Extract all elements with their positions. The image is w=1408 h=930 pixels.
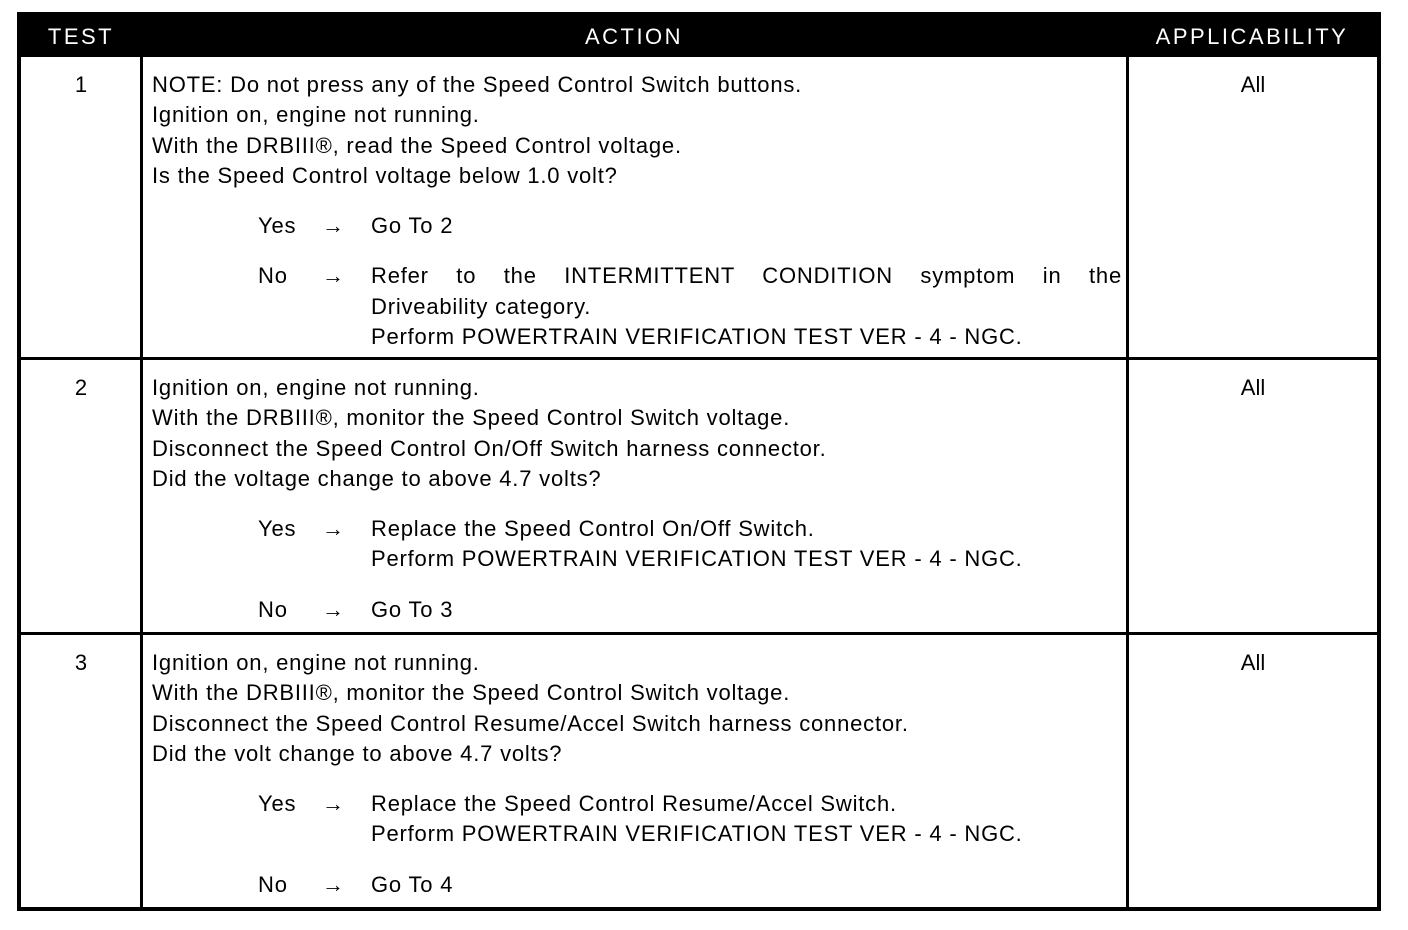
- applicability-value: All: [1240, 375, 1266, 400]
- action-line: With the DRBIII®, monitor the Speed Control Switch voltage.: [152, 405, 791, 431]
- yes-label: Yes: [258, 213, 297, 239]
- action-line: With the DRBIII®, monitor the Speed Control Switch voltage.: [152, 680, 791, 706]
- action-cell: [152, 373, 1122, 625]
- table-row: [21, 635, 1377, 907]
- yes-response: [152, 514, 1122, 544]
- header-applicability: APPLICABILITY: [1155, 24, 1349, 49]
- test-number: 2: [74, 375, 88, 400]
- action-line: Disconnect the Speed Control On/Off Switch harness connector.: [152, 435, 827, 461]
- action-cell: [152, 648, 1122, 900]
- response-text: Go To 2: [371, 213, 454, 239]
- no-label: No: [258, 596, 288, 622]
- arrow-icon: →: [322, 871, 345, 897]
- yes-label: Yes: [258, 516, 297, 542]
- response-continuation: [152, 819, 1122, 849]
- action-cell: [152, 70, 1122, 352]
- diagnostic-test-table: [17, 12, 1381, 911]
- arrow-icon: →: [322, 791, 345, 817]
- action-line: Did the voltage change to above 4.7 volts?: [152, 465, 602, 491]
- action-line: Ignition on, engine not running.: [152, 102, 480, 128]
- table-row: [21, 360, 1377, 632]
- header-action: ACTION: [584, 24, 684, 49]
- arrow-icon: →: [322, 516, 345, 542]
- header-test: TEST: [47, 24, 115, 49]
- action-line: Is the Speed Control voltage below 1.0 volt?: [152, 162, 618, 188]
- response-continuation: [152, 292, 1122, 322]
- response-text: Driveability category.: [371, 293, 592, 319]
- action-line: NOTE: Do not press any of the Speed Control Switch buttons.: [152, 72, 803, 97]
- yes-response: [152, 789, 1122, 819]
- response-text: Replace the Speed Control Resume/Accel Switch.: [371, 791, 897, 817]
- response-text: Go To 3: [371, 596, 454, 622]
- response-text: Perform POWERTRAIN VERIFICATION TEST VER - 4 - NGC.: [371, 324, 1023, 350]
- response-continuation: [152, 544, 1122, 574]
- arrow-icon: →: [322, 596, 345, 622]
- no-label: No: [258, 263, 288, 289]
- no-response: [152, 595, 1122, 625]
- no-label: No: [258, 871, 288, 897]
- response-text: Go To 4: [371, 871, 454, 897]
- action-line: Did the volt change to above 4.7 volts?: [152, 740, 563, 766]
- action-line: Ignition on, engine not running.: [152, 375, 480, 400]
- action-line: With the DRBIII®, read the Speed Control voltage.: [152, 132, 682, 158]
- arrow-icon: →: [322, 213, 345, 239]
- response-text: Refer to the INTERMITTENT CONDITION symptom in the: [371, 263, 1122, 289]
- action-line: Disconnect the Speed Control Resume/Accel Switch harness connector.: [152, 710, 909, 736]
- no-response: [152, 870, 1122, 900]
- applicability-value: All: [1240, 72, 1266, 97]
- applicability-value: All: [1240, 650, 1266, 675]
- yes-response: [152, 211, 1122, 241]
- no-response: [152, 261, 1122, 291]
- yes-label: Yes: [258, 791, 297, 817]
- action-line: Ignition on, engine not running.: [152, 650, 480, 675]
- response-continuation: [152, 322, 1122, 352]
- test-number: 3: [74, 650, 88, 675]
- table-header: [21, 16, 1377, 57]
- response-text: Perform POWERTRAIN VERIFICATION TEST VER - 4 - NGC.: [371, 546, 1023, 572]
- test-number: 1: [74, 72, 88, 97]
- response-text: Replace the Speed Control On/Off Switch.: [371, 516, 815, 542]
- table-row: [21, 57, 1377, 357]
- arrow-icon: →: [322, 263, 345, 289]
- response-text: Perform POWERTRAIN VERIFICATION TEST VER - 4 - NGC.: [371, 821, 1023, 847]
